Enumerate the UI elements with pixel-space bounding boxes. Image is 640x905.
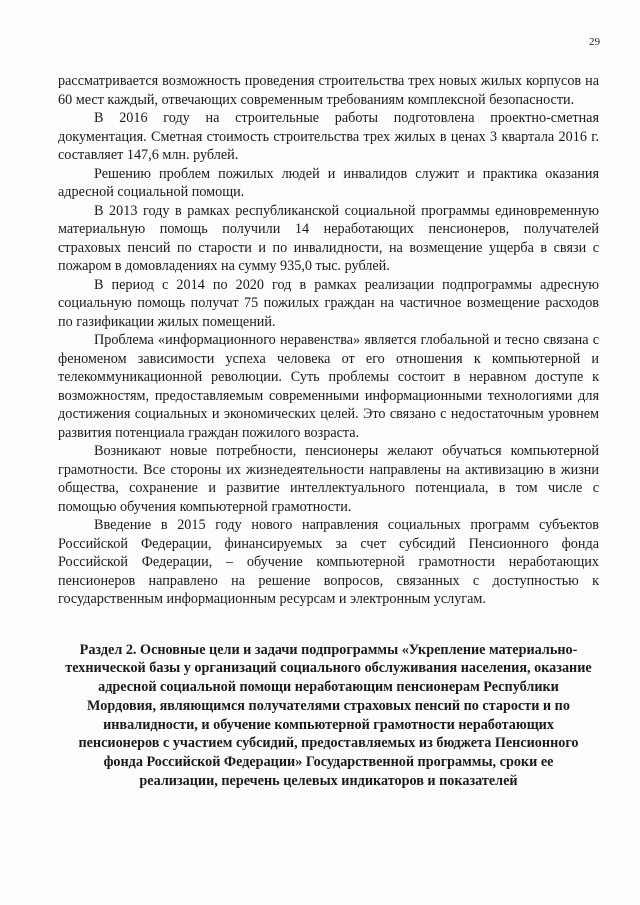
section-heading: Раздел 2. Основные цели и задачи подпрограммы «Укрепление материально-технической базы у организаций социального обслуживания населения, оказание адресной социальной помощи неработающим пенсионерам Республики Мордовия, являющимся получателями страховых пенсий по старости и по инвалидности, и обучение компьютерной грамотности неработающих пенсионеров с участием субсидий, предоставляемых из бюджета Пенсионного фонда Российской Федерации» Государственной программы, сроки ее реализации, перечень целевых индикаторов и показателей [65, 641, 592, 790]
paragraph: В период с 2014 по 2020 год в рамках реализации подпрограммы адресную социальную помощь получат 75 пожилых граждан на частичное возмещение расходов по газификации жилых помещений. [58, 276, 599, 330]
paragraph: рассматривается возможность проведения строительства трех новых жилых корпусов на 60 мест каждый, отвечающих современным требованиям комплексной безопасности. [58, 73, 599, 108]
paragraph: Проблема «информационного неравенства» является глобальной и тесно связана с феноменом зависимости успеха человека от его отношения к компьютерной и телекоммуникационной революции. Суть проблемы состоит в неравном доступе к возможностям, предоставляемым современными информационными технологиями для достижения социальных и экономических целей. Это связано с недостаточным уровнем развития потенциала граждан пожилого возраста. [58, 332, 599, 441]
paragraph: Решению проблем пожилых людей и инвалидов служит и практика оказания адресной социальной помощи. [58, 165, 599, 200]
page-number: 29 [589, 36, 600, 48]
document-body [58, 72, 599, 791]
paragraph: В 2013 году в рамках республиканской социальной программы единовременную материальную помощь получили 14 неработающих пенсионеров, получателей страховых пенсий по старости и по инвалидности, на возмещение ущерба в связи с пожаром в домовладениях на сумму 935,0 тыс. рублей. [58, 202, 599, 274]
paragraph: Введение в 2015 году нового направления социальных программ субъектов Российской Федерации, финансируемых за счет субсидий Пенсионного фонда Российской Федерации, – обучение компьютерной грамотности неработающих пенсионеров направлено на решение вопросов, связанных с доступностью к государственным информационным ресурсам и электронным услугам. [58, 517, 599, 607]
paragraph: В 2016 году на строительные работы подготовлена проектно-сметная документация. Сметная стоимость строительства трех жилых в ценах 3 квартала 2016 г. составляет 147,6 млн. рублей. [58, 110, 599, 163]
paragraph: Возникают новые потребности, пенсионеры желают обучаться компьютерной грамотности. Все стороны их жизнедеятельности направлены на активизацию в жизни общества, сохранение и развитие интеллектуального потенциала, в том числе с помощью обучения компьютерной грамотности. [58, 443, 599, 515]
